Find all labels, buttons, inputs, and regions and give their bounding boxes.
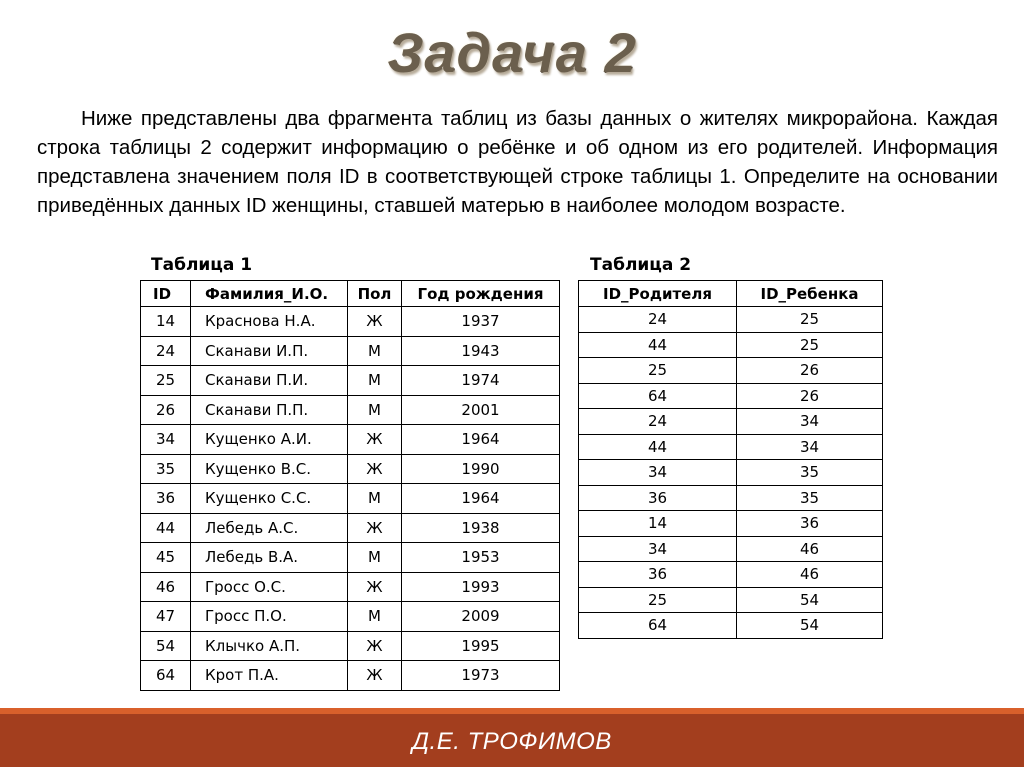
table2-cell-parent-id: 44 (579, 434, 737, 460)
table1-cell-id: 25 (141, 366, 191, 396)
table1-cell-id: 34 (141, 425, 191, 455)
table2-cell-parent-id: 36 (579, 562, 737, 588)
parent-child-table (578, 280, 883, 639)
table1-cell-sex: М (348, 395, 402, 425)
table-row (141, 513, 560, 543)
table2-cell-child-id: 34 (737, 409, 883, 435)
table1-cell-name: Лебедь В.А. (191, 543, 348, 573)
table-row (141, 661, 560, 691)
table1-cell-year: 1937 (402, 307, 560, 337)
table1-cell-year: 1953 (402, 543, 560, 573)
table1-cell-name: Гросс П.О. (191, 602, 348, 632)
table1-cell-name: Сканави И.П. (191, 336, 348, 366)
table1-cell-year: 1964 (402, 425, 560, 455)
table1-cell-sex: М (348, 543, 402, 573)
table1-header-id: ID (141, 281, 191, 307)
table1-cell-id: 47 (141, 602, 191, 632)
table1-caption: Таблица 1 (151, 255, 253, 275)
table-row (141, 425, 560, 455)
table1-cell-year: 1964 (402, 484, 560, 514)
table1-cell-sex: Ж (348, 661, 402, 691)
task-description: Ниже представлены два фрагмента таблиц из базы данных о жителях микрорайона. Каждая строка таблицы 2 содержит информацию о ребёнке и об одном из его родителей. Информация представлена значением поля ID в соответствующей строке таблицы 1. Определите на основании приведённых данных ID женщины, ставшей матерью в наиболее молодом возрасте. (37, 107, 998, 217)
table2-cell-parent-id: 64 (579, 383, 737, 409)
table2-cell-parent-id: 25 (579, 587, 737, 613)
table1-cell-year: 2001 (402, 395, 560, 425)
table-row (579, 307, 883, 333)
table2-cell-parent-id: 24 (579, 409, 737, 435)
table2-cell-parent-id: 24 (579, 307, 737, 333)
table-row (579, 409, 883, 435)
table1-cell-id: 24 (141, 336, 191, 366)
table2-header-parent-id: ID_Родителя (579, 281, 737, 307)
table2-cell-child-id: 35 (737, 460, 883, 486)
table1-cell-sex: М (348, 336, 402, 366)
table2-header-row (579, 281, 883, 307)
table1-cell-id: 46 (141, 572, 191, 602)
table-row (141, 366, 560, 396)
table2-cell-child-id: 25 (737, 307, 883, 333)
table-row (141, 395, 560, 425)
table-row (579, 536, 883, 562)
table1-header-year: Год рождения (402, 281, 560, 307)
table-row (141, 572, 560, 602)
table2-cell-parent-id: 36 (579, 485, 737, 511)
table1-cell-id: 26 (141, 395, 191, 425)
table1-header-sex: Пол (348, 281, 402, 307)
table-row (579, 587, 883, 613)
table-row (579, 511, 883, 537)
table1-cell-year: 1995 (402, 631, 560, 661)
table2-cell-child-id: 54 (737, 587, 883, 613)
table2-cell-child-id: 26 (737, 383, 883, 409)
table-row (579, 460, 883, 486)
table1-cell-name: Крот П.А. (191, 661, 348, 691)
table1-cell-name: Краснова Н.А. (191, 307, 348, 337)
table2-cell-parent-id: 34 (579, 460, 737, 486)
table1-cell-name: Сканави П.П. (191, 395, 348, 425)
table-row (579, 332, 883, 358)
table-row (141, 484, 560, 514)
table1-cell-id: 44 (141, 513, 191, 543)
table2-cell-child-id: 46 (737, 536, 883, 562)
table-row (141, 543, 560, 573)
table1-header-row (141, 281, 560, 307)
table2-cell-child-id: 25 (737, 332, 883, 358)
table-row (579, 383, 883, 409)
table2-cell-child-id: 46 (737, 562, 883, 588)
table1-cell-sex: Ж (348, 631, 402, 661)
table-row (579, 434, 883, 460)
table2-header-child-id: ID_Ребенка (737, 281, 883, 307)
table1-cell-year: 2009 (402, 602, 560, 632)
table1-cell-name: Гросс О.С. (191, 572, 348, 602)
table-row (579, 562, 883, 588)
table1-cell-sex: М (348, 484, 402, 514)
residents-table (140, 280, 560, 691)
table1-cell-name: Кущенко С.С. (191, 484, 348, 514)
table2-cell-parent-id: 14 (579, 511, 737, 537)
table2-cell-parent-id: 25 (579, 358, 737, 384)
table1-cell-sex: М (348, 602, 402, 632)
table1-cell-year: 1973 (402, 661, 560, 691)
table1-cell-id: 54 (141, 631, 191, 661)
table2-cell-child-id: 34 (737, 434, 883, 460)
table1-cell-year: 1974 (402, 366, 560, 396)
table1-cell-name: Кущенко А.И. (191, 425, 348, 455)
table1-cell-name: Лебедь А.С. (191, 513, 348, 543)
table1-cell-id: 64 (141, 661, 191, 691)
table1-cell-sex: Ж (348, 307, 402, 337)
table2-cell-child-id: 35 (737, 485, 883, 511)
table1-header-name: Фамилия_И.О. (191, 281, 348, 307)
table1-cell-sex: Ж (348, 513, 402, 543)
table1-cell-name: Кущенко В.С. (191, 454, 348, 484)
table1-cell-sex: М (348, 366, 402, 396)
table1-cell-id: 45 (141, 543, 191, 573)
table2-cell-child-id: 26 (737, 358, 883, 384)
table1-cell-year: 1993 (402, 572, 560, 602)
table2-cell-parent-id: 44 (579, 332, 737, 358)
table1-cell-name: Клычко А.П. (191, 631, 348, 661)
table-row (579, 358, 883, 384)
table-row (141, 336, 560, 366)
footer-author: Д.Е. ТРОФИМОВ (412, 728, 612, 755)
table1-cell-year: 1943 (402, 336, 560, 366)
table2-cell-child-id: 54 (737, 613, 883, 639)
table2-cell-child-id: 36 (737, 511, 883, 537)
table2-cell-parent-id: 64 (579, 613, 737, 639)
table2-cell-parent-id: 34 (579, 536, 737, 562)
table1-cell-year: 1990 (402, 454, 560, 484)
table-row (141, 602, 560, 632)
table1-cell-sex: Ж (348, 572, 402, 602)
table1-cell-sex: Ж (348, 425, 402, 455)
slide-title: Задача 2 (387, 21, 637, 84)
table2-caption: Таблица 2 (590, 255, 692, 275)
table1-cell-year: 1938 (402, 513, 560, 543)
table-row (141, 307, 560, 337)
table1-cell-name: Сканави П.И. (191, 366, 348, 396)
table1-cell-id: 14 (141, 307, 191, 337)
table1-cell-id: 36 (141, 484, 191, 514)
table-row (141, 631, 560, 661)
table-row (141, 454, 560, 484)
table1-cell-sex: Ж (348, 454, 402, 484)
table-row (579, 613, 883, 639)
table1-cell-id: 35 (141, 454, 191, 484)
table-row (579, 485, 883, 511)
